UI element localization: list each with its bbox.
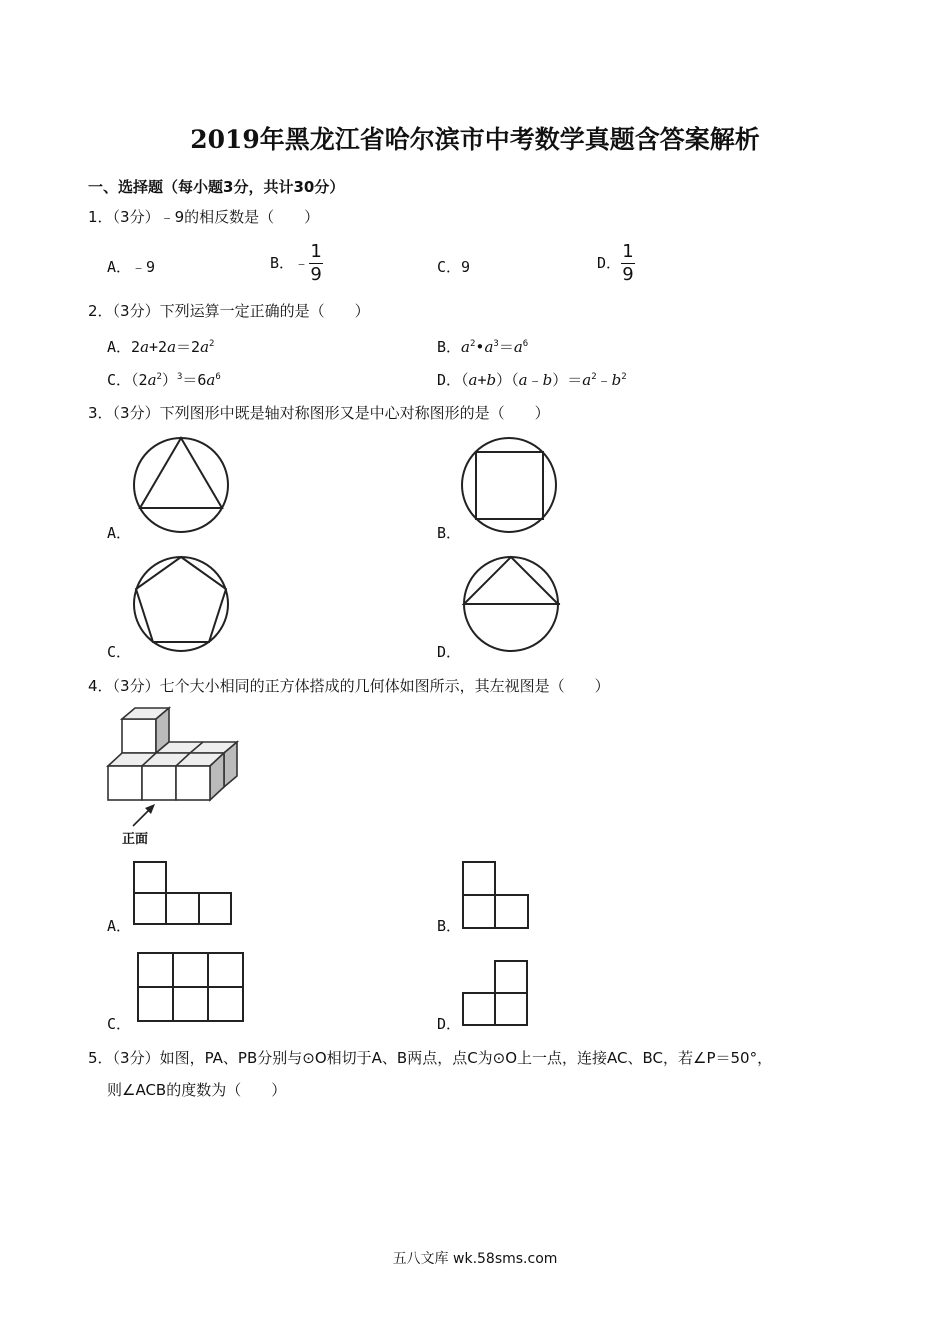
q2-option-b-expr: $a^2•a^3=a^6$ <box>461 338 529 356</box>
q4-option-b-label[interactable]: B． <box>437 917 462 935</box>
q1-option-b-sign: ﹣ <box>294 254 310 272</box>
q1-option-b-label: B． <box>270 254 295 272</box>
q3-option-c-label[interactable]: C． <box>107 643 132 661</box>
q2-option-a-label: A． <box>107 338 132 356</box>
q2-option-a[interactable] <box>107 336 214 357</box>
question-4-stem: 4．（3分）七个大小相同的正方体搭成的几何体如图所示，其左视图是（ ） <box>88 677 610 695</box>
q2-option-b[interactable] <box>437 336 528 357</box>
q2-option-b-label: B． <box>437 338 462 356</box>
fraction-numerator: 1 <box>310 241 322 262</box>
q1-option-d-fraction <box>621 243 635 284</box>
fraction-numerator: 1 <box>622 241 634 262</box>
q2-option-c-expr: $(2a^2)^3=6a^6$ <box>131 371 221 389</box>
q1-option-b-fraction <box>309 243 323 284</box>
q3-figure-d-triangle-on-diameter <box>460 555 564 657</box>
page-title: 2019年黑龙江省哈尔滨市中考数学真题含答案解析 <box>190 125 760 154</box>
q3-option-d-label[interactable]: D． <box>437 643 462 661</box>
q3-figure-c-pentagon-in-circle <box>130 555 232 657</box>
q2-option-c-label: C． <box>107 371 132 389</box>
question-5-stem-line1: 5．（3分）如图，PA、PB分别与⊙O相切于A、B两点，点C为⊙O上一点，连接AC、BC，若∠P＝50°， <box>88 1049 773 1067</box>
q1-option-a-text: ﹣9 <box>131 258 156 276</box>
q4-figure-b-view <box>462 861 532 929</box>
q1-option-d-label: D． <box>597 254 622 272</box>
q1-option-c-label: C． <box>437 258 462 276</box>
q3-figure-b-square-in-circle <box>460 436 562 538</box>
question-3-stem: 3．（3分）下列图形中既是轴对称图形又是中心对称图形的是（ ） <box>88 404 550 422</box>
q1-option-a-label: A． <box>107 258 132 276</box>
q2-option-c[interactable] <box>107 369 221 390</box>
question-5-stem-line2: 则∠ACB的度数为（ ） <box>107 1081 287 1099</box>
q3-option-b-label[interactable]: B． <box>437 524 462 542</box>
q1-option-c[interactable] <box>437 256 470 277</box>
q2-option-d-expr: $(a+b)(a﹣b)=a^2﹣b^2$ <box>461 371 627 389</box>
q4-option-d-label[interactable]: D． <box>437 1015 462 1033</box>
q4-figure-c-view <box>137 952 245 1024</box>
fraction-denominator: 9 <box>310 264 322 285</box>
front-arrow-icon <box>133 804 155 826</box>
q4-figure-a-view <box>133 861 233 925</box>
q4-figure-d-view <box>462 960 530 1026</box>
q4-option-a-label[interactable]: A． <box>107 917 132 935</box>
q1-option-c-text: 9 <box>461 258 471 276</box>
q4-option-c-label[interactable]: C． <box>107 1015 132 1033</box>
question-1-stem: 1．（3分）﹣9的相反数是（ ） <box>88 208 320 226</box>
fraction-denominator: 9 <box>622 264 634 285</box>
question-2-stem: 2．（3分）下列运算一定正确的是（ ） <box>88 302 370 320</box>
q2-option-d-label: D． <box>437 371 462 389</box>
q1-option-a[interactable] <box>107 256 155 277</box>
q1-option-d[interactable] <box>597 243 635 284</box>
footer-watermark: 五八文库 wk.58sms.com <box>392 1251 558 1267</box>
q3-figure-a-triangle-in-circle <box>130 436 232 538</box>
q2-option-a-expr: $2a+2a=2a^2$ <box>131 338 215 356</box>
q3-option-a-label[interactable]: A． <box>107 524 132 542</box>
q4-front-label: 正面 <box>122 832 149 847</box>
q4-cube-solid-figure <box>105 704 245 844</box>
section-heading: 一、选择题（每小题3分，共计30分） <box>88 178 345 196</box>
q1-option-b[interactable] <box>270 243 323 284</box>
q2-option-d[interactable] <box>437 369 627 390</box>
